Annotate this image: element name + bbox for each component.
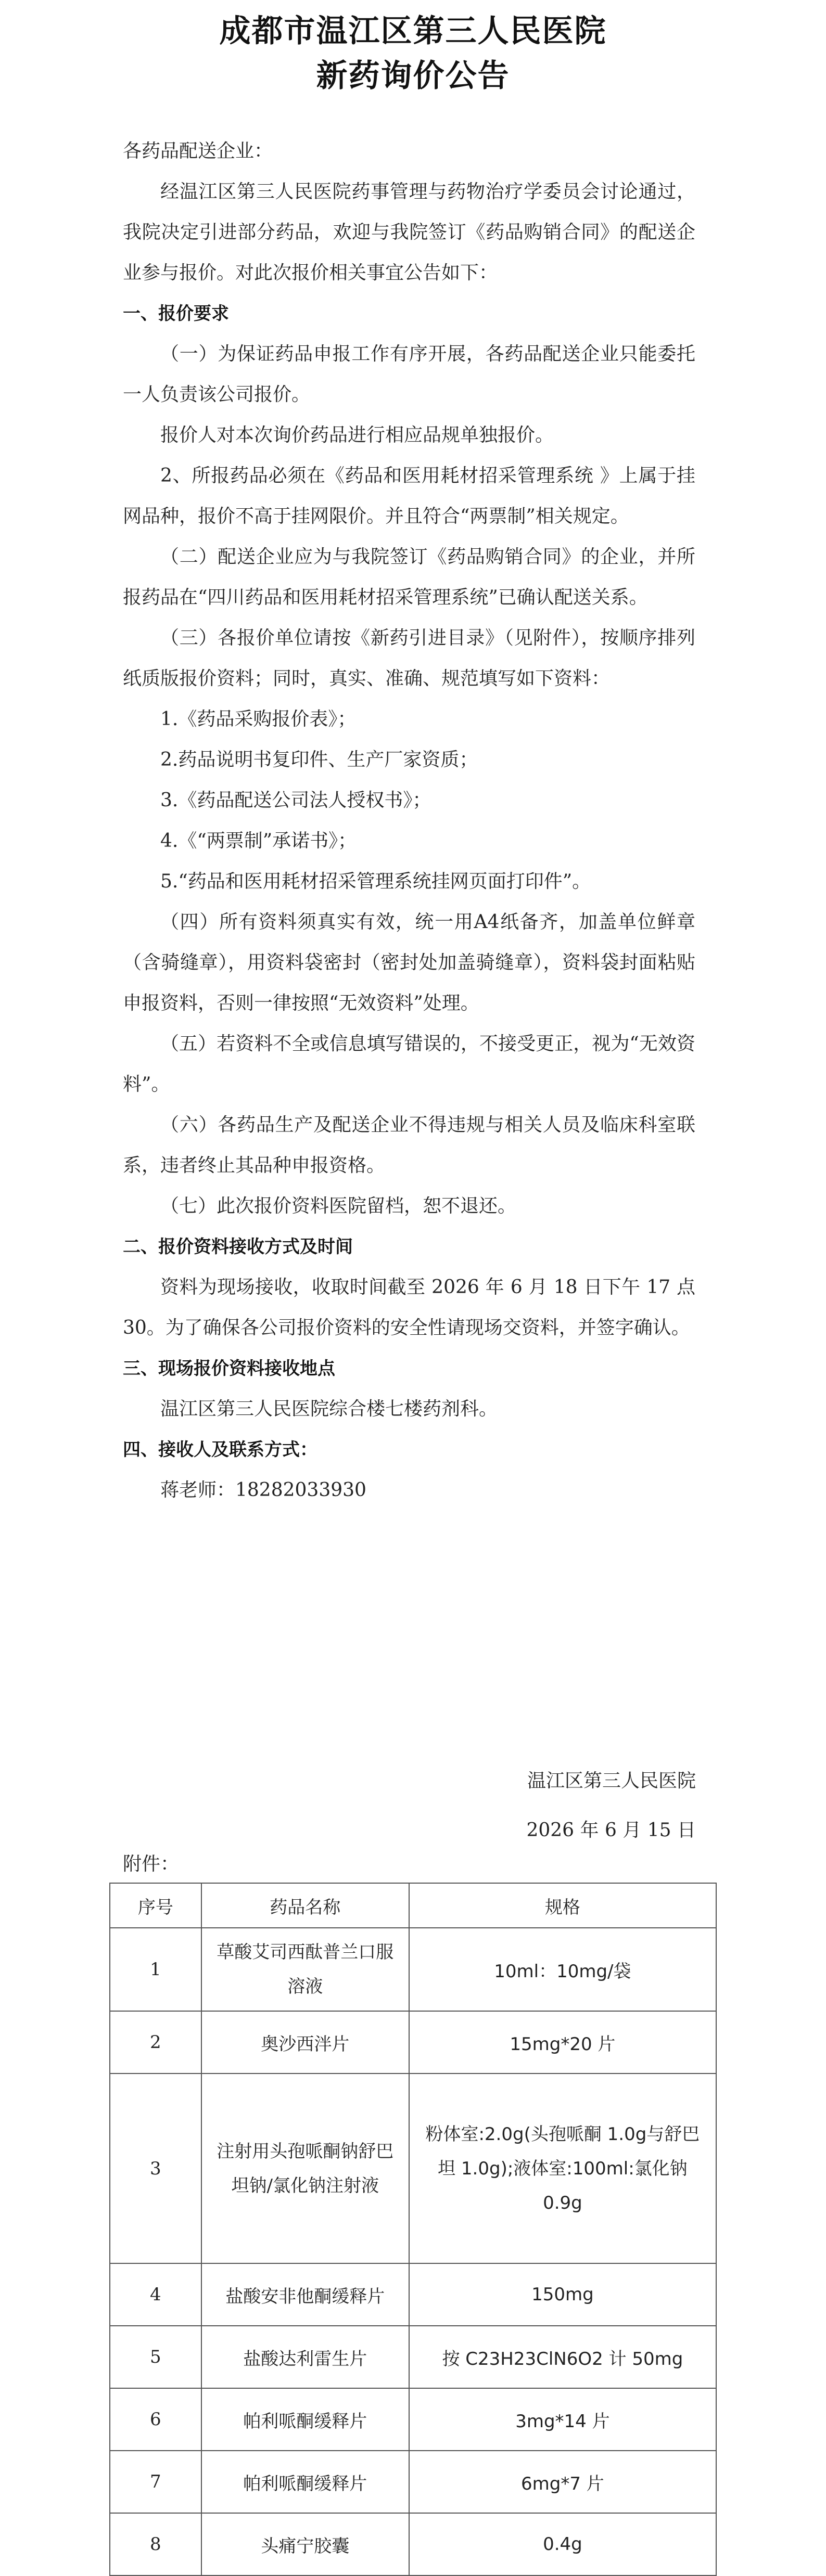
requirement-paragraph: （四）所有资料须真实有效，统一用A4纸备齐，加盖单位鲜章（含骑缝章），用资料袋密封（密封处加盖骑缝章），资料袋封面粘贴申报资料，否则一律按照“无效资料”处理。 [123, 911, 695, 1014]
salutation: 各药品配送企业： [123, 140, 273, 162]
notice-body [123, 131, 695, 1511]
cell-spec: 15mg*20 片 [409, 2011, 716, 2073]
table-row [110, 1928, 716, 2011]
cell-spec: 粉体室:2.0g(头孢哌酮 1.0g与舒巴坦 1.0g);液体室:100ml:氯化钠 0.9g [409, 2073, 716, 2263]
table-row [110, 2388, 716, 2451]
cell-number: 2 [110, 2011, 201, 2073]
section-heading-contact: 四、接收人及联系方式： [123, 1439, 317, 1460]
table-row [110, 2326, 716, 2388]
document-list-item: 2.药品说明书复印件、生产厂家资质； [160, 749, 478, 770]
cell-drug-name: 头痛宁胶囊 [201, 2513, 409, 2575]
table-row [110, 2073, 716, 2263]
table-row [110, 2011, 716, 2073]
column-header-number: 序号 [110, 1883, 201, 1928]
signature-date: 2026 年 6 月 15 日 [526, 1820, 696, 1841]
cell-number: 5 [110, 2326, 201, 2388]
signature-organization: 温江区第三人民医院 [527, 1770, 696, 1792]
cell-number: 1 [110, 1928, 201, 2011]
cell-drug-name: 帕利哌酮缓释片 [201, 2451, 409, 2513]
cell-number: 4 [110, 2263, 201, 2326]
document-subtitle: 新药询价公告 [316, 58, 510, 94]
document-list-item: 1.《药品采购报价表》； [160, 709, 357, 730]
table-header-row [110, 1883, 716, 1928]
submission-paragraph: 资料为现场接收，收取时间截至 2026 年 6 月 18 日下午 17 点 30。为了确保各公司报价资料的安全性请现场交资料，并签字确认。 [123, 1277, 695, 1338]
cell-drug-name: 帕利哌酮缓释片 [201, 2388, 409, 2451]
section-heading-location: 三、现场报价资料接收地点 [123, 1358, 335, 1379]
table-row [110, 2513, 716, 2575]
cell-number: 7 [110, 2451, 201, 2513]
cell-number: 3 [110, 2073, 201, 2263]
cell-spec: 10ml：10mg/袋 [409, 1928, 716, 2011]
document-list-item: 3.《药品配送公司法人授权书》； [160, 790, 431, 811]
cell-drug-name: 盐酸达利雷生片 [201, 2326, 409, 2388]
table-row [110, 2263, 716, 2326]
document-list-item: 5.“药品和医用耗材招采管理系统挂网页面打印件”。 [160, 871, 591, 892]
requirement-paragraph: 报价人对本次询价药品进行相应品规单独报价。 [160, 424, 554, 446]
requirement-paragraph: （一）为保证药品申报工作有序开展，各药品配送企业只能委托一人负责该公司报价。 [123, 343, 695, 405]
table-row [110, 2451, 716, 2513]
cell-spec: 6mg*7 片 [409, 2451, 716, 2513]
requirement-paragraph: （六）各药品生产及配送企业不得违规与相关人员及临床科室联系，违者终止其品种申报资格。 [123, 1114, 695, 1176]
attachment-label: 附件： [123, 1853, 180, 1875]
cell-drug-name: 草酸艾司西酞普兰口服溶液 [201, 1928, 409, 2011]
intro-paragraph: 经温江区第三人民医院药事管理与药物治疗学委员会讨论通过，我院决定引进部分药品，欢迎与我院签订《药品购销合同》的配送企业参与报价。对此次报价相关事宜公告如下： [123, 181, 695, 284]
drug-list-table [109, 1883, 717, 2576]
cell-spec: 3mg*14 片 [409, 2388, 716, 2451]
requirement-paragraph: （二）配送企业应为与我院签订《药品购销合同》的企业，并所报药品在“四川药品和医用耗材招采管理系统”已确认配送关系。 [123, 546, 695, 608]
cell-drug-name: 盐酸安非他酮缓释片 [201, 2263, 409, 2326]
cell-drug-name: 奥沙西泮片 [201, 2011, 409, 2073]
requirement-paragraph: 2、所报药品必须在《药品和医用耗材招采管理系统 》上属于挂网品种，报价不高于挂网限价。并且符合“两票制”相关规定。 [123, 465, 695, 527]
requirement-paragraph: （五）若资料不全或信息填写错误的，不接受更正，视为“无效资料”。 [123, 1033, 695, 1095]
contact-paragraph: 蒋老师：18282033930 [160, 1479, 366, 1501]
column-header-drug-name: 药品名称 [201, 1883, 409, 1928]
section-heading-submission: 二、报价资料接收方式及时间 [123, 1237, 353, 1257]
cell-number: 8 [110, 2513, 201, 2575]
cell-spec: 0.4g [409, 2513, 716, 2575]
cell-spec: 150mg [409, 2263, 716, 2326]
cell-drug-name: 注射用头孢哌酮钠舒巴坦钠/氯化钠注射液 [201, 2073, 409, 2263]
requirement-paragraph: （三）各报价单位请按《新药引进目录》（见附件），按顺序排列纸质版报价资料；同时，真实、准确、规范填写如下资料： [123, 627, 695, 689]
section-heading-requirements: 一、报价要求 [123, 303, 229, 324]
requirement-paragraph: （七）此次报价资料医院留档，恕不退还。 [160, 1195, 517, 1217]
column-header-spec: 规格 [409, 1883, 716, 1928]
cell-spec: 按 C23H23ClN6O2 计 50mg [409, 2326, 716, 2388]
document-title: 成都市温江区第三人民医院 [219, 13, 607, 49]
location-paragraph: 温江区第三人民医院综合楼七楼药剂科。 [160, 1398, 498, 1420]
cell-number: 6 [110, 2388, 201, 2451]
document-list-item: 4.《“两票制”承诺书》； [160, 830, 357, 852]
